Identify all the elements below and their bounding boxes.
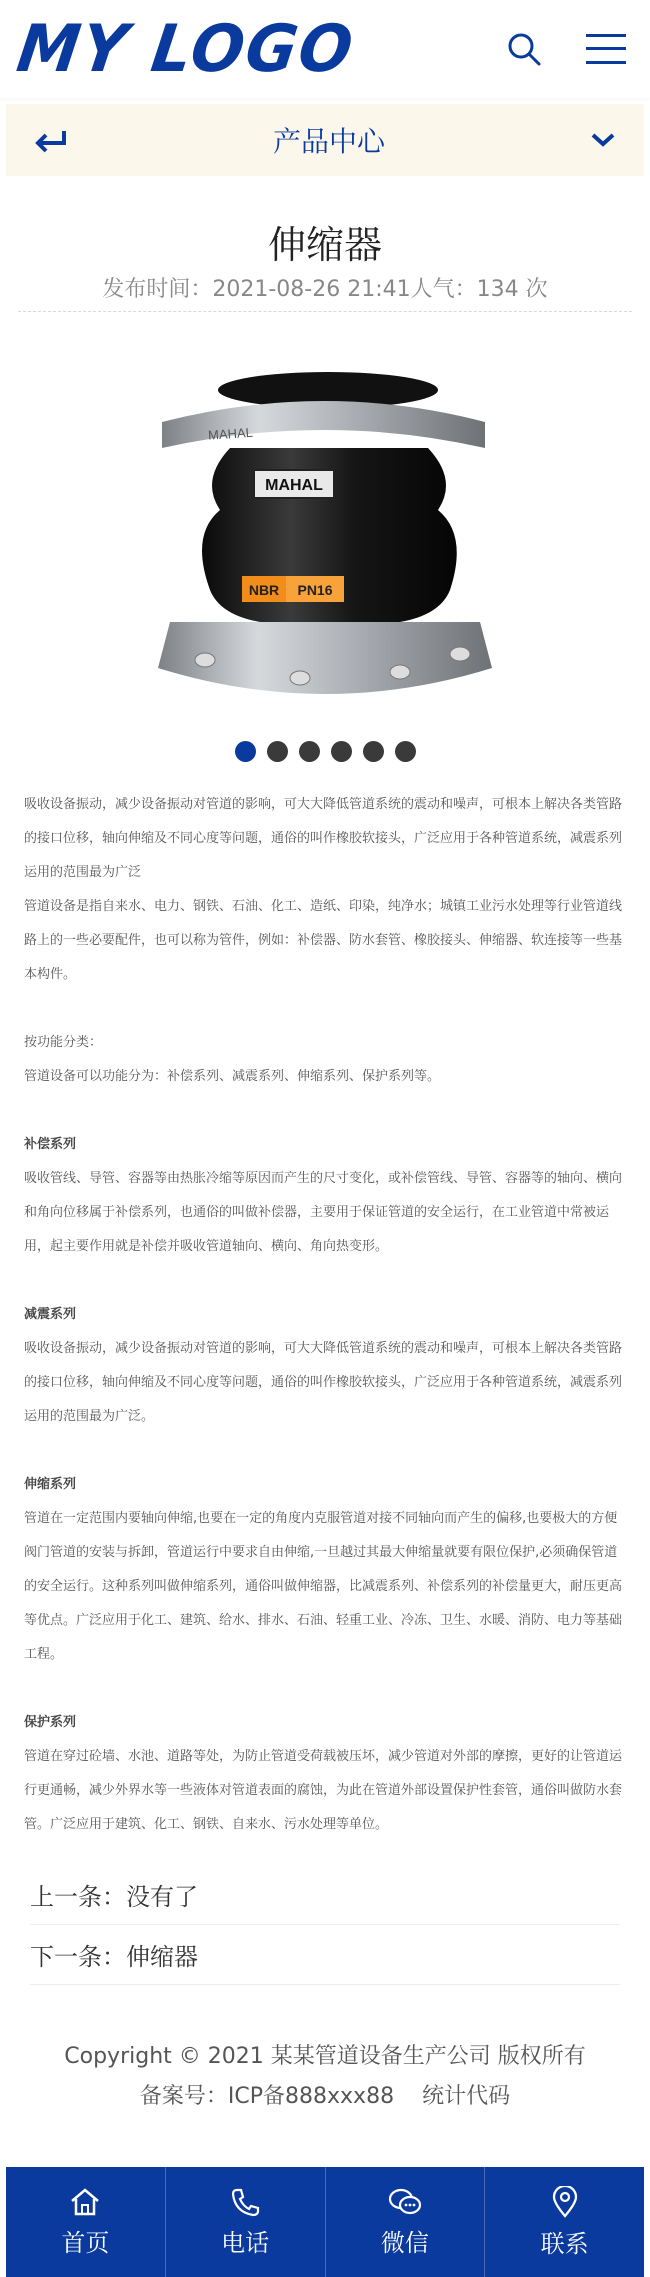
page-title: 伸缩器 (267, 223, 382, 267)
site-logo[interactable]: MY LOGO (12, 10, 360, 87)
next-article-link[interactable]: 下一条：伸缩器 (30, 1925, 620, 1985)
slider-dot[interactable] (267, 741, 288, 762)
slider-dot[interactable] (235, 741, 256, 762)
paragraph: 管道设备是指自来水、电力、钢铁、石油、化工、造纸、印染，纯净水；城镇工业污水处理等行业管道线路上的一些必要配件，也可以称为管件，例如：补偿器、防水套管、橡胶接头、伸缩器、软连接等一些基本构件。 (24, 899, 623, 982)
section-heading: 补偿系列 (24, 1137, 77, 1152)
body-label: MAHAL (265, 477, 323, 494)
paragraph-spacer (24, 992, 628, 1026)
divider (18, 311, 632, 312)
paragraph-spacer (24, 1094, 628, 1128)
paragraph-spacer (24, 1434, 628, 1468)
product-image[interactable] (150, 360, 500, 720)
bottom-nav-home[interactable] (6, 2167, 166, 2277)
paragraph: 管道在穿过砼墙、水池、道路等处，为防止管道受荷载被压坏，减少管道对外部的摩擦，更好的让管道运行更通畅，减少外界水等一些液体对管道表面的腐蚀，为此在管道外部设置保护性套管，通俗叫做防水套管。广泛应用于建筑、化工、钢铁、自来水、污水处理等单位。 (24, 1749, 623, 1832)
location-pin-icon (551, 2186, 579, 2218)
icp-record[interactable]: 备案号：ICP备888xxx88 (139, 2084, 395, 2109)
icp-line (0, 2079, 650, 2110)
paragraph: 管道在一定范围内要轴向伸缩,也要在一定的角度内克服管道对接不同轴向而产生的偏移,也要极大的方便阀门管道的安装与拆卸，管道运行中要求自由伸缩,一旦越过其最大伸缩量就要有限位保护,必须确保管道的安全运行。这种系列叫做伸缩系列，通俗叫做伸缩器，比减震系列、补偿系列的补偿量更大，耐压更高等优点。广泛应用于化工、建筑、给水、排水、石油、轻重工业、冷冻、卫生、水暖、消防、电力等基础工程。 (24, 1511, 623, 1662)
paragraph: 吸收管线、导管、容器等由热胀冷缩等原因而产生的尺寸变化，或补偿管线、导管、容器等的轴向、横向和角向位移属于补偿系列，也通俗的叫做补偿器，主要用于保证管道的安全运行，在工业管道中常被运用，起主要作用就是补偿并吸收管道轴向、横向、角向热变形。 (24, 1171, 623, 1254)
tag-nbr: NBR (248, 582, 280, 598)
paragraph: 吸收设备振动，减少设备振动对管道的影响，可大大降低管道系统的震动和噪声，可根本上解决各类管路的接口位移，轴向伸缩及不同心度等问题，通俗的叫作橡胶软接头，广泛应用于各种管道系统，减震系列运用的范围最为广泛 (24, 797, 623, 880)
site-header (0, 0, 650, 98)
bottom-nav-contact[interactable] (485, 2167, 644, 2277)
prev-article-link[interactable]: 上一条：没有了 (30, 1865, 620, 1925)
phone-icon (229, 2187, 261, 2217)
flange-text: MAHAL (207, 424, 254, 443)
slider-dot[interactable] (363, 741, 384, 762)
paragraph: 按功能分类： (24, 1035, 103, 1050)
wechat-icon (388, 2187, 422, 2217)
slider-dots (0, 741, 650, 762)
slider-dot[interactable] (299, 741, 320, 762)
paragraph-spacer (24, 1264, 628, 1298)
copyright: Copyright © 2021 某某管道设备生产公司 版权所有 (64, 2044, 586, 2069)
home-icon (69, 2187, 101, 2217)
paragraph-spacer (24, 1672, 628, 1706)
section-heading: 保护系列 (24, 1715, 77, 1730)
search-icon[interactable] (506, 31, 542, 67)
hamburger-menu-icon[interactable] (586, 32, 626, 66)
bottom-nav-label: 首页 (61, 2228, 110, 2257)
bottom-nav-wechat[interactable] (326, 2167, 486, 2277)
section-nav (6, 104, 644, 176)
section-heading: 伸缩系列 (24, 1477, 77, 1492)
bottom-nav-phone[interactable] (166, 2167, 326, 2277)
section-heading: 减震系列 (24, 1307, 77, 1322)
bottom-nav (6, 2167, 644, 2277)
bottom-nav-label: 联系 (540, 2229, 589, 2258)
article-meta: 发布时间：2021-08-26 21:41人气：134 次 (102, 277, 548, 302)
stats-code: 统计代码 (422, 2084, 511, 2109)
paragraph: 管道设备可以功能分为：补偿系列、减震系列、伸缩系列、保护系列等。 (24, 1069, 441, 1084)
bottom-nav-label: 微信 (380, 2228, 429, 2257)
bottom-nav-label: 电话 (221, 2228, 270, 2257)
article-body (24, 788, 628, 1842)
return-arrow-icon[interactable] (34, 127, 68, 153)
chevron-down-icon[interactable] (590, 131, 616, 149)
tag-pn16: PN16 (297, 582, 333, 598)
slider-dot[interactable] (331, 741, 352, 762)
header-actions (506, 31, 632, 67)
paragraph: 吸收设备振动，减少设备振动对管道的影响，可大大降低管道系统的震动和噪声，可根本上解决各类管路的接口位移，轴向伸缩及不同心度等问题，通俗的叫作橡胶软接头，广泛应用于各种管道系统，减震系列运用的范围最为广泛。 (24, 1341, 623, 1424)
slider-dot[interactable] (395, 741, 416, 762)
section-title: 产品中心 (272, 125, 385, 158)
